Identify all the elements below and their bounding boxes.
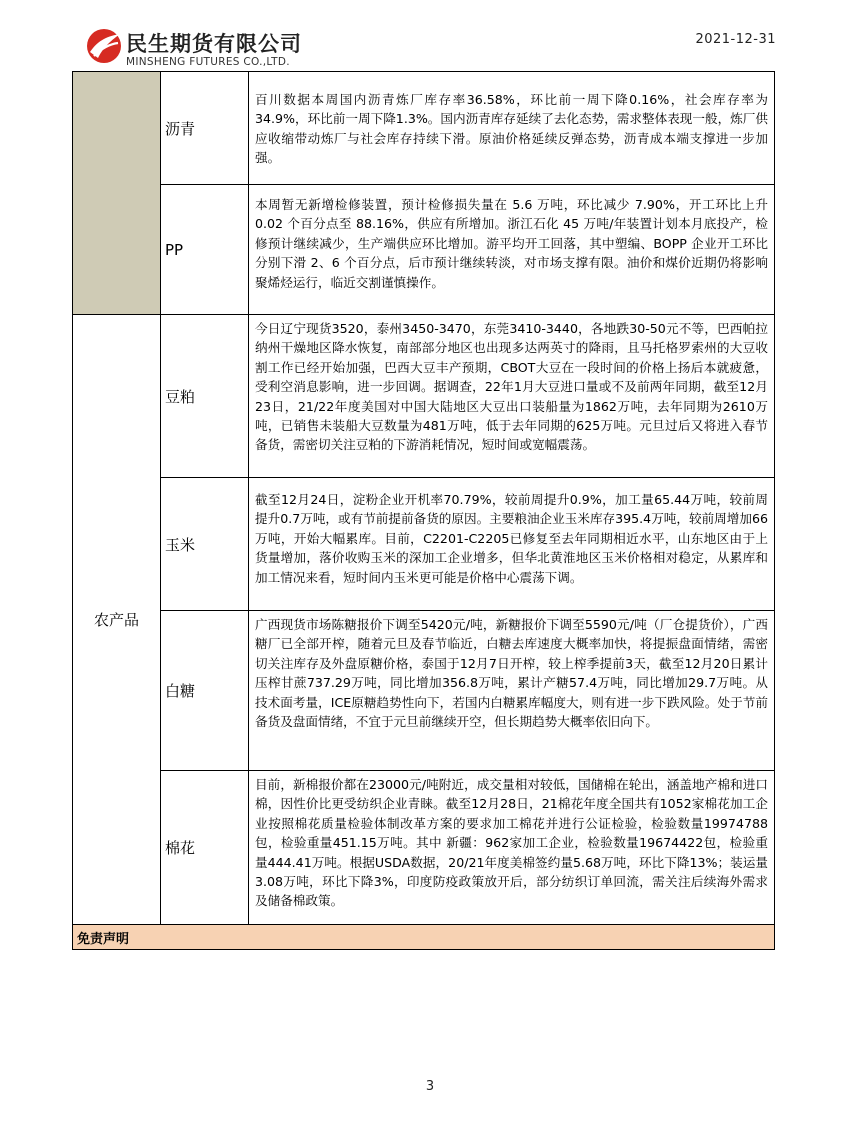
category-cell-energy bbox=[73, 72, 161, 314]
commodity-name: 棉花 bbox=[161, 771, 249, 924]
commodity-name: 白糖 bbox=[161, 611, 249, 770]
commodity-analysis: 截至12月24日，淀粉企业开机率70.79%，较前周提升0.9%，加工量65.44万吨，较前周提升0.7万吨，或有节前提前备货的原因。主要粮油企业玉米库存395.4万吨，较前周增加66万吨，开始大幅累库。目前，C2201-C2205已修复至去年同期相近水平，山东地区由于上货量增加，落价收购玉米的深加工企业增多，但华北黄淮地区玉米价格相对稳定，从累库和加工情况来看，短时间内玉米更可能是价格中心震荡下调。 bbox=[255, 492, 768, 585]
commodity-name: 豆粕 bbox=[161, 315, 249, 477]
commodity-name: PP bbox=[161, 185, 249, 314]
commodity-analysis: 目前，新棉报价都在23000元/吨附近，成交量相对较低，国储棉在轮出，涵盖地产棉和进口棉，因性价比更受纺织企业青睐。截至12月28日，21棉花年度全国共有1052家棉花加工企业按照棉花质量检验体制改革方案的要求加工棉花并进行公证检验，检验数量19974788包，检验重量451.15万吨。其中 新疆：962家加工企业，检验数量19674422包，检验重量444.41万吨。根据USDA数据，20/21年度美棉签约量5.68万吨，环比下降13%；装运量3.08万吨，环比下降3%，印度防疫政策放开后，部分纺织订单回流，需关注后续海外需求及储备棉政策。 bbox=[255, 777, 768, 909]
page-number: 3 bbox=[425, 1079, 435, 1094]
table-row bbox=[161, 611, 774, 771]
brand-name-cn: 民生期货有限公司 bbox=[126, 32, 302, 56]
disclaimer-heading: 免责声明 bbox=[73, 925, 774, 949]
table-row bbox=[161, 771, 774, 924]
agri-section bbox=[73, 315, 774, 925]
table-row bbox=[161, 478, 774, 611]
minsheng-logo-icon bbox=[84, 26, 124, 66]
energy-section bbox=[73, 72, 774, 315]
page-header bbox=[84, 26, 784, 72]
table-row bbox=[161, 315, 774, 478]
commodity-analysis: 本周暂无新增检修装置，预计检修损失量在 5.6 万吨，环比减少 7.90%，开工环比上升 0.02 个百分点至 88.16%，供应有所增加。浙江石化 45 万吨/年装置计划本月底投产，检修预计继续减少，生产端供应环比增加。游平均开工回落，其中塑编、BOPP 企业开工环比分别下滑 2、6 个百分点，后市预计继续转淡，对市场支撑有限。油价和煤价近期仍将影响聚烯烃运行，临近交割谨慎操作。 bbox=[255, 197, 768, 290]
report-date: 2021-12-31 bbox=[695, 32, 776, 47]
commodity-analysis: 今日辽宁现货3520，泰州3450-3470，东莞3410-3440，各地跌30-50元不等，巴西帕拉纳州干燥地区降水恢复，南部部分地区也出现多达两英寸的降雨，且马托格罗索州的大豆收割工作已经开始加强，巴西大豆丰产预期，CBOT大豆在一段时间的价格上扬后本就疲惫，受利空消息影响，进一步回调。据调查，22年1月大豆进口量或不及前两年同期，截至12月23日，21/22年度美国对中国大陆地区大豆出口装船量为1862万吨，去年同期为2610万吨，已销售未装船大豆数量为481万吨，低于去年同期的625万吨。元旦过后又将进入春节备货，需密切关注豆粕的下游消耗情况，短时间或宽幅震荡。 bbox=[255, 321, 768, 453]
commodity-name: 玉米 bbox=[161, 478, 249, 610]
commodity-name: 沥青 bbox=[161, 72, 249, 184]
table-row bbox=[161, 185, 774, 314]
commodity-table bbox=[72, 71, 775, 950]
category-cell-agri: 农产品 bbox=[73, 315, 161, 924]
table-row bbox=[161, 72, 774, 185]
commodity-analysis: 广西现货市场陈糖报价下调至5420元/吨，新糖报价下调至5590元/吨（厂仓提货价），广西糖厂已全部开榨，随着元旦及春节临近，白糖去库速度大概率加快，将提振盘面情绪，需密切关注库存及外盘原糖价格，泰国于12月7日开榨，较上榨季提前3天，截至12月20日累计压榨甘蔗737.29万吨，同比增加356.8万吨，累计产糖57.4万吨，同比增加29.7万吨。从技术面考量，ICE原糖趋势性向下，若国内白糖累库幅度大，则有进一步下跌风险。处于节前备货及盘面情绪，不宜于元旦前继续开空，但长期趋势大概率依旧向下。 bbox=[255, 617, 768, 730]
brand-name-en: MINSHENG FUTURES CO.,LTD. bbox=[126, 56, 290, 68]
commodity-analysis: 百川数据本周国内沥青炼厂库存率36.58%，环比前一周下降0.16%，社会库存率为34.9%，环比前一周下降1.3%。国内沥青库存延续了去化态势，需求整体表现一般，炼厂供应收缩带动炼厂与社会库存持续下滑。原油价格延续反弹态势，沥青成本端支撑进一步加强。 bbox=[255, 92, 768, 166]
